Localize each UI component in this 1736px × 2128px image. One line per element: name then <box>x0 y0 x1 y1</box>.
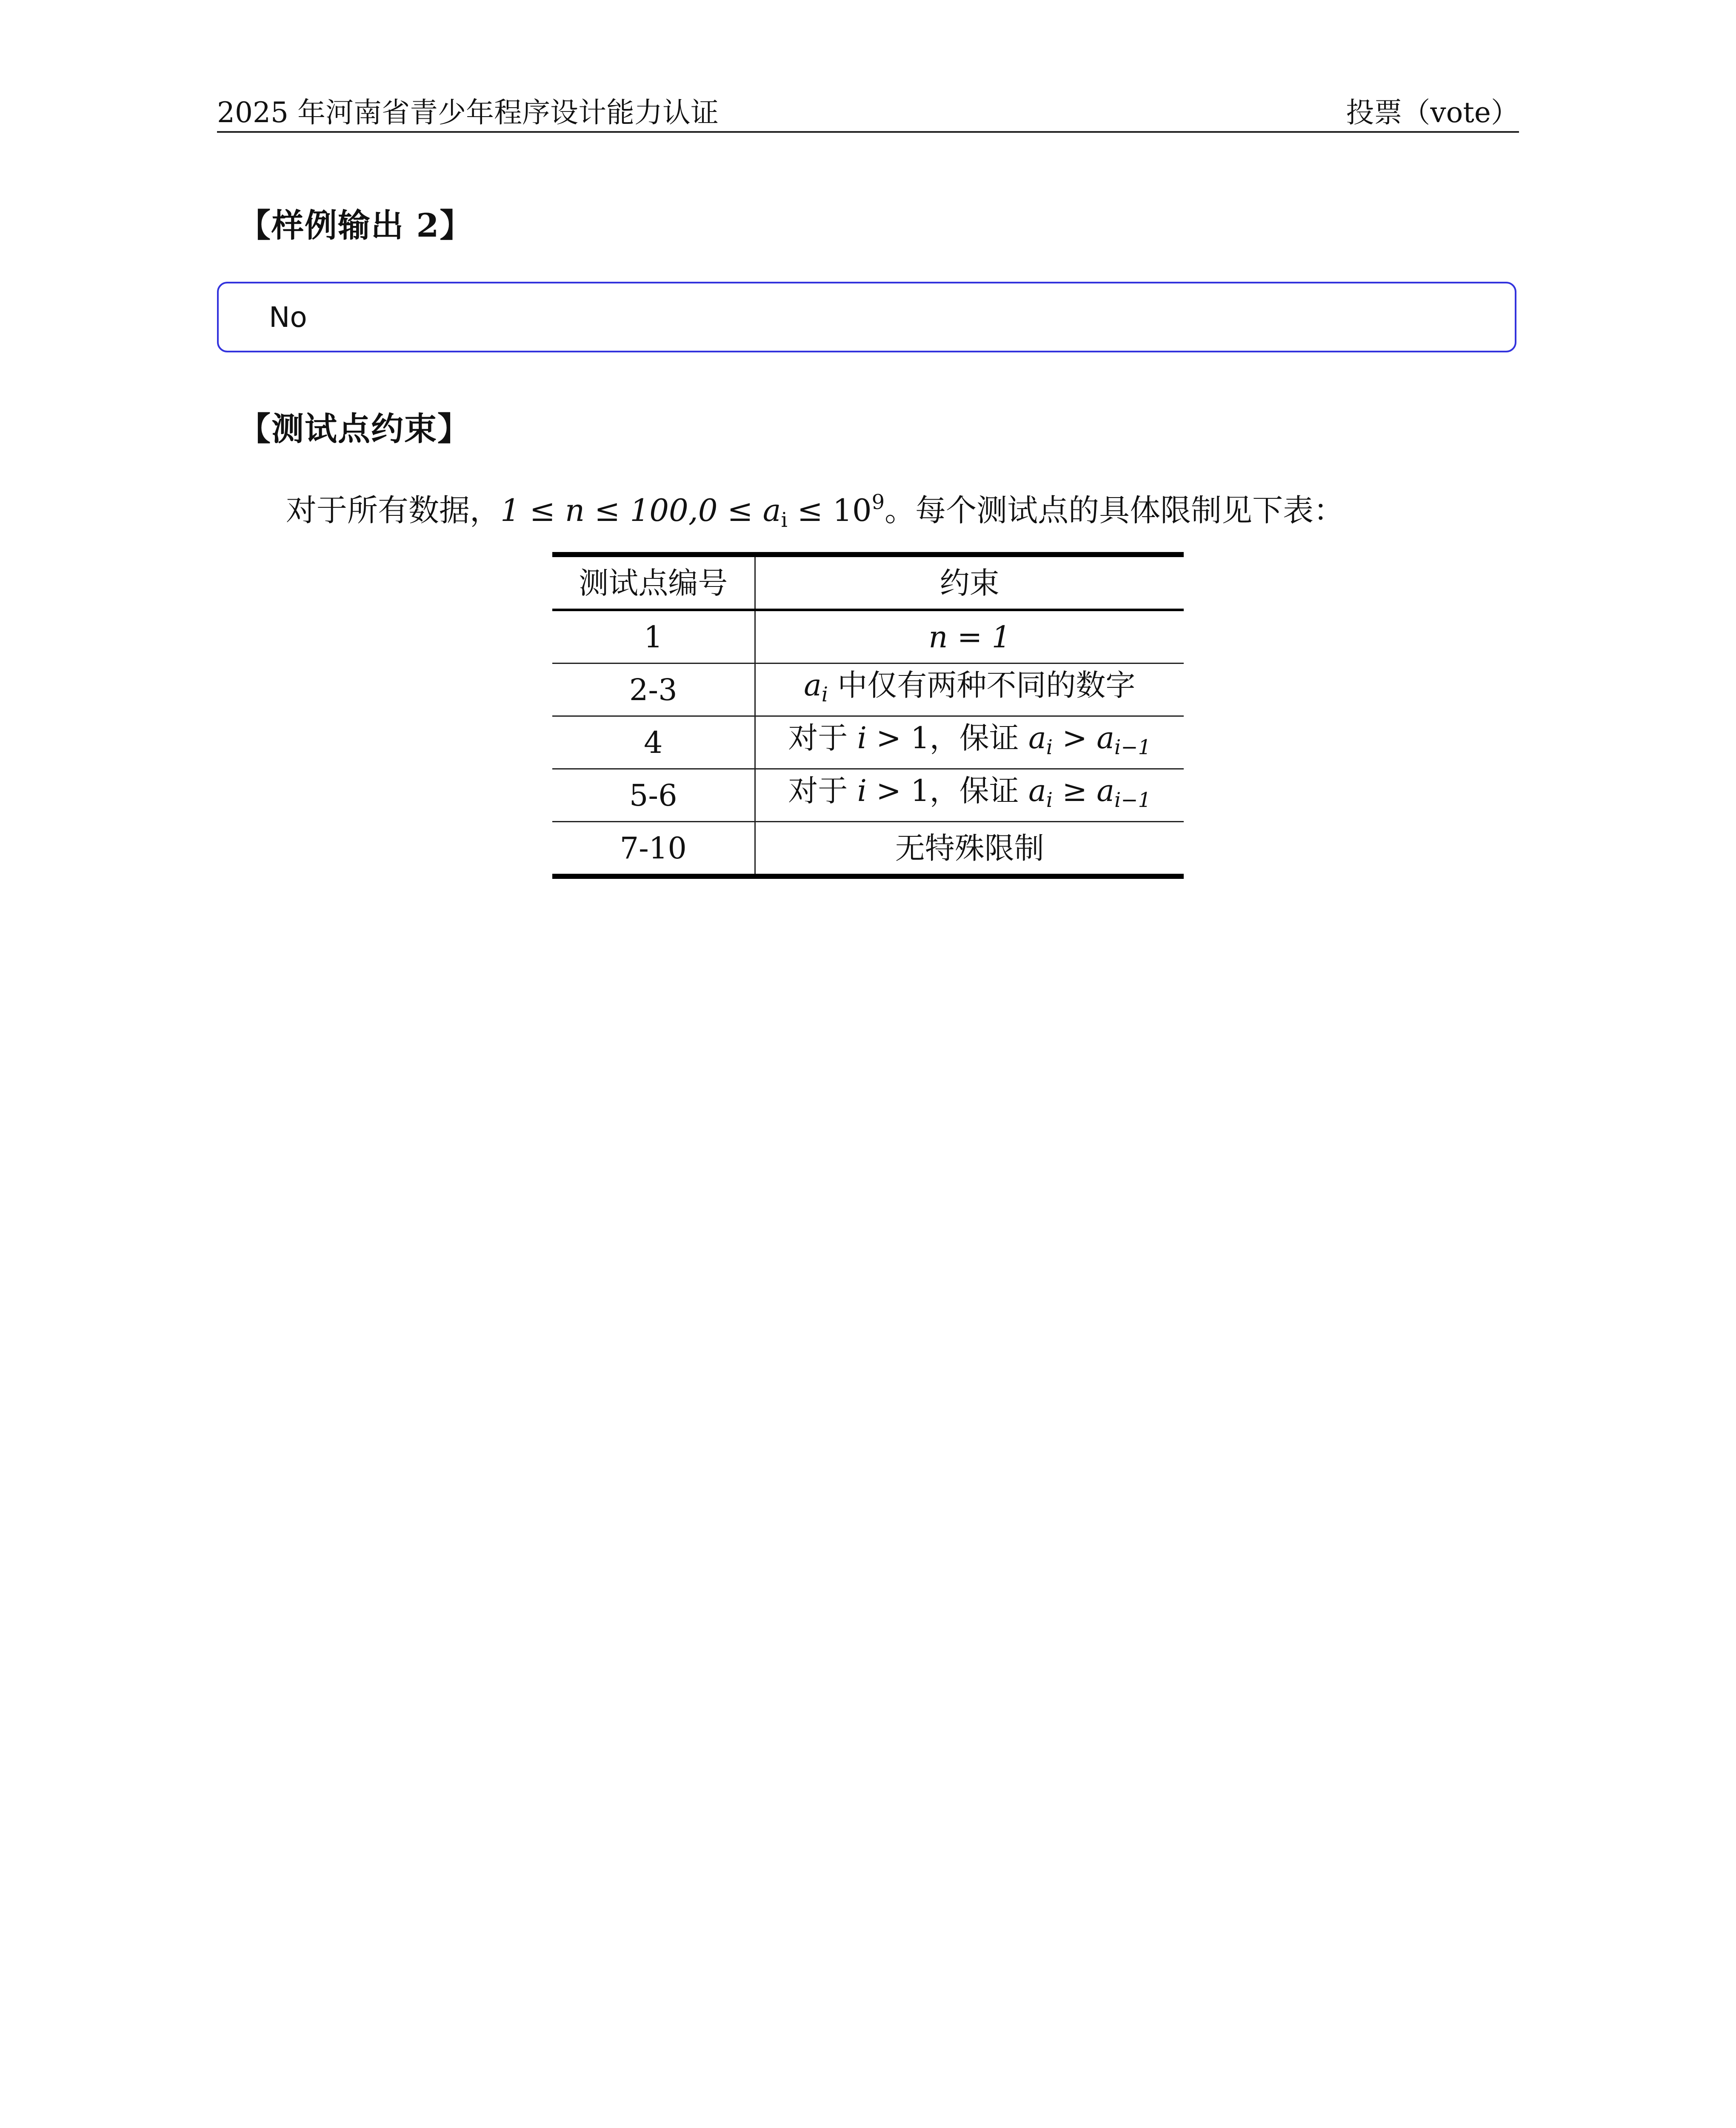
table-row <box>552 610 1184 664</box>
constraints-table <box>552 552 1184 879</box>
header-problem-name: 投票（vote） <box>1346 96 1519 129</box>
intro-formula-bound: ≤ 10 <box>787 492 872 528</box>
test-id-cell: 7-10 <box>552 822 755 877</box>
intro-tail: 。每个测试点的具体限制见下表： <box>885 492 1345 528</box>
page-header <box>217 89 1519 133</box>
header-title: 2025 年河南省青少年程序设计能力认证 <box>217 96 719 129</box>
constraints-intro <box>286 483 1344 539</box>
table-row <box>552 822 1184 877</box>
sample-output-box <box>217 282 1516 352</box>
test-id-cell: 5-6 <box>552 769 755 822</box>
constraint-text: n = 1 <box>928 619 1011 655</box>
header-test-id: 测试点编号 <box>552 555 755 610</box>
test-id-cell: 2-3 <box>552 664 755 716</box>
constraint-cell: $a_i$ 中仅有两种不同的数字 <box>804 667 1136 706</box>
header-constraint: 约束 <box>939 565 999 601</box>
table-row <box>552 664 1184 716</box>
intro-formula-exponent: 9 <box>871 490 885 514</box>
table-header-row <box>552 555 1184 610</box>
constraints-title: 【测试点约束】 <box>238 410 471 448</box>
sample-output-title: 【样例输出 2】 <box>238 206 473 244</box>
intro-formula: 1 ≤ n ≤ 100,0 ≤ a <box>500 492 781 528</box>
constraint-cell: 对于 i > 1，保证 $a_i > a_{i-1}$ <box>788 720 1151 759</box>
constraint-cell <box>755 610 1184 664</box>
table-row <box>552 716 1184 769</box>
intro-formula-subscript: i <box>781 508 788 532</box>
table-row <box>552 769 1184 822</box>
constraint-cell: 对于 i > 1，保证 $a_i \ge a_{i-1}$ <box>788 773 1151 812</box>
test-id-cell: 1 <box>552 610 755 664</box>
constraint-cell: 无特殊限制 <box>895 830 1044 866</box>
sample-output-value: No <box>269 301 307 334</box>
test-id-cell: 4 <box>552 716 755 769</box>
intro-lead: 对于所有数据， <box>286 492 501 528</box>
